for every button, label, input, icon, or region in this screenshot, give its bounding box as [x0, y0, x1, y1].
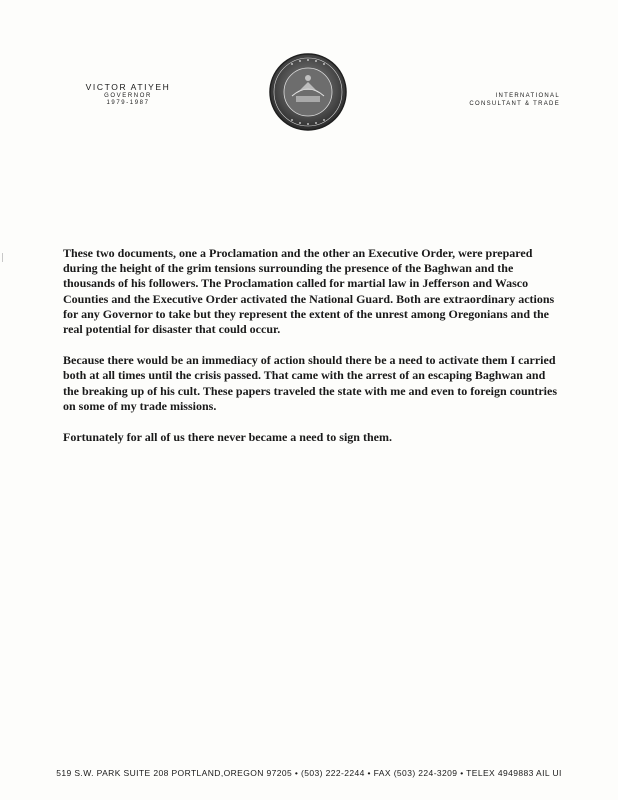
letterhead-name: VICTOR ATIYEH: [85, 82, 171, 92]
letterhead-years: 1979-1987: [106, 99, 150, 106]
letterhead-right: [400, 92, 560, 108]
state-seal-icon: [268, 52, 348, 132]
letterhead-right-line1: INTERNATIONAL: [495, 93, 560, 99]
body-paragraph-2: Because there would be an immediacy of action should there be a need to activate them I carried both at all times until the crisis passed. That came with the arrest of an escaping Baghwan and the breaking up of his cult. These papers traveled the state with me and even to foreign countries on some of my trade missions.: [63, 353, 557, 413]
letterhead-left: [63, 83, 193, 107]
letterhead-right-line2: CONSULTANT & TRADE: [469, 101, 560, 108]
body-paragraph-3: Fortunately for all of us there never became a need to sign them.: [63, 430, 392, 445]
body-paragraph-1: These two documents, one a Proclamation and the other an Executive Order, were prepared during the height of the grim tensions surrounding the presence of the Baghwan and the thousands of his followers. The Proclamation called for martial law in Jefferson and Wasco Counties and the Executive Order activated the National Guard. Both are extraordinary actions for any Governor to take but they represent the extent of the unrest among Oregonians and the real potential for disaster that could occur.: [63, 246, 555, 337]
letterhead-title: GOVERNOR: [104, 92, 152, 99]
letter-body: [63, 246, 563, 461]
footer-address: 519 S.W. PARK SUITE 208 PORTLAND,OREGON 97205 • (503) 222-2244 • FAX (503) 224-3209 • TELEX 4949883 AIL UI: [56, 768, 562, 778]
margin-mark: [2, 253, 3, 262]
